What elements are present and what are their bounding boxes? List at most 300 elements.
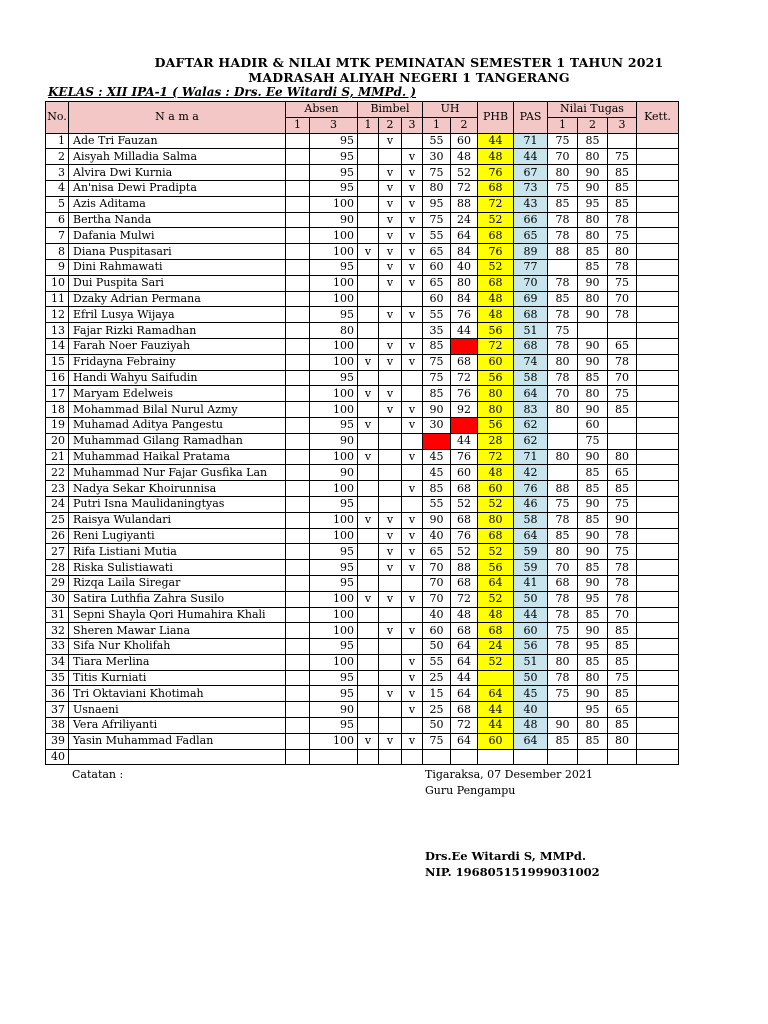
bimbel-2: v [379,591,402,607]
table-header [46,102,679,134]
student-name: Muhammad Gilang Ramadhan [69,433,286,449]
signer-role: Guru Pengampu [425,784,516,797]
tugas-3: 85 [608,686,637,702]
absen-1 [286,259,310,275]
absen-3: 90 [310,465,358,481]
kett [637,433,679,449]
phb-score [478,749,514,765]
bimbel-3: v [402,165,423,181]
uh-2: 84 [451,244,478,260]
phb-score: 60 [478,733,514,749]
phb-score: 68 [478,528,514,544]
tugas-1: 80 [548,402,578,418]
tugas-3: 78 [608,575,637,591]
tugas-2: 80 [578,670,608,686]
uh-2 [451,417,478,433]
uh-2: 88 [451,560,478,576]
tugas-3: 85 [608,402,637,418]
uh-2: 64 [451,733,478,749]
phb-score: 48 [478,149,514,165]
bimbel-2 [379,654,402,670]
bimbel-2 [379,607,402,623]
student-name: Mohammad Bilal Nurul Azmy [69,402,286,418]
bimbel-1: v [358,417,379,433]
bimbel-2 [379,291,402,307]
student-name: Yasin Muhammad Fadlan [69,733,286,749]
pas-score: 66 [514,212,548,228]
absen-1 [286,212,310,228]
kett [637,718,679,734]
pas-score: 71 [514,133,548,149]
table-row [46,402,679,418]
tugas-1: 70 [548,560,578,576]
uh-1: 65 [423,275,451,291]
kett [637,402,679,418]
uh-2: 72 [451,718,478,734]
absen-1 [286,291,310,307]
student-name: Rizqa Laila Siregar [69,575,286,591]
absen-1 [286,354,310,370]
pas-score: 41 [514,575,548,591]
absen-1 [286,686,310,702]
absen-3: 95 [310,686,358,702]
row-no: 3 [46,165,69,181]
student-name: Usnaeni [69,702,286,718]
tugas-3: 90 [608,512,637,528]
absen-1 [286,307,310,323]
bimbel-3 [402,718,423,734]
student-name: Titis Kurniati [69,670,286,686]
bimbel-3: v [402,307,423,323]
uh-2: 64 [451,654,478,670]
absen-3: 95 [310,718,358,734]
pas-score: 58 [514,370,548,386]
absen-3: 100 [310,402,358,418]
absen-3: 95 [310,496,358,512]
header-kett: Kett. [637,102,679,134]
pas-score: 67 [514,165,548,181]
bimbel-1 [358,528,379,544]
kett [637,481,679,497]
bimbel-3: v [402,354,423,370]
tugas-3 [608,323,637,339]
bimbel-1 [358,496,379,512]
row-no: 5 [46,196,69,212]
uh-1: 75 [423,733,451,749]
tugas-2 [578,749,608,765]
uh-1: 55 [423,133,451,149]
kett [637,228,679,244]
uh-2: 44 [451,433,478,449]
pas-score: 65 [514,228,548,244]
tugas-3: 65 [608,465,637,481]
phb-score: 56 [478,370,514,386]
kett [637,259,679,275]
bimbel-1 [358,149,379,165]
bimbel-3: v [402,528,423,544]
student-name: Sheren Mawar Liana [69,623,286,639]
tugas-1: 85 [548,528,578,544]
tugas-1: 78 [548,607,578,623]
bimbel-3: v [402,417,423,433]
student-name: Muhammad Nur Fajar Gusfika Lan [69,465,286,481]
kett [637,354,679,370]
uh-2 [451,749,478,765]
row-no: 11 [46,291,69,307]
tugas-2: 85 [578,259,608,275]
kett [637,575,679,591]
pas-score: 68 [514,338,548,354]
row-no: 9 [46,259,69,275]
bimbel-2 [379,449,402,465]
uh-1 [423,749,451,765]
uh-1: 65 [423,544,451,560]
uh-1: 55 [423,496,451,512]
tugas-2: 80 [578,386,608,402]
bimbel-2: v [379,165,402,181]
absen-1 [286,370,310,386]
tugas-3: 80 [608,449,637,465]
uh-1: 45 [423,449,451,465]
row-no: 15 [46,354,69,370]
uh-1: 75 [423,212,451,228]
signer-name: Drs.Ee Witardi S, MMPd. [425,849,586,863]
table-row [46,528,679,544]
absen-3: 90 [310,702,358,718]
phb-score: 60 [478,481,514,497]
tugas-1: 75 [548,323,578,339]
absen-3: 95 [310,259,358,275]
header-bimbel-1: 1 [358,117,379,133]
uh-1: 80 [423,180,451,196]
tugas-1 [548,417,578,433]
row-no: 12 [46,307,69,323]
tugas-1: 78 [548,639,578,655]
bimbel-3 [402,133,423,149]
uh-2: 52 [451,496,478,512]
uh-1: 25 [423,670,451,686]
tugas-1: 78 [548,670,578,686]
pas-score: 40 [514,702,548,718]
tugas-2: 85 [578,607,608,623]
uh-1: 75 [423,370,451,386]
absen-3 [310,749,358,765]
table-row [46,228,679,244]
tugas-2 [578,323,608,339]
pas-score: 83 [514,402,548,418]
header-pas: PAS [514,102,548,134]
uh-2 [451,338,478,354]
kett [637,496,679,512]
phb-score: 28 [478,433,514,449]
absen-1 [286,528,310,544]
pas-score: 60 [514,623,548,639]
tugas-1: 75 [548,133,578,149]
bimbel-3 [402,323,423,339]
table-row [46,654,679,670]
pas-score: 46 [514,496,548,512]
table-row [46,449,679,465]
bimbel-2: v [379,402,402,418]
bimbel-3 [402,575,423,591]
bimbel-1 [358,718,379,734]
tugas-3: 78 [608,212,637,228]
tugas-1: 90 [548,718,578,734]
absen-1 [286,749,310,765]
student-name: Aisyah Milladia Salma [69,149,286,165]
kett [637,323,679,339]
bimbel-3: v [402,702,423,718]
tugas-3: 75 [608,149,637,165]
tugas-1: 68 [548,575,578,591]
student-name: Putri Isna Maulidaningtyas [69,496,286,512]
bimbel-3: v [402,686,423,702]
table-row [46,749,679,765]
row-no: 28 [46,560,69,576]
kett [637,291,679,307]
kett [637,417,679,433]
tugas-3: 78 [608,528,637,544]
absen-1 [286,196,310,212]
tugas-3: 78 [608,307,637,323]
tugas-2: 60 [578,417,608,433]
uh-1: 55 [423,228,451,244]
header-no: No. [46,102,69,134]
pas-score: 59 [514,560,548,576]
tugas-1: 78 [548,307,578,323]
absen-3: 95 [310,544,358,560]
bimbel-3: v [402,623,423,639]
tugas-2: 80 [578,718,608,734]
uh-1: 90 [423,402,451,418]
uh-1: 60 [423,259,451,275]
tugas-2: 95 [578,639,608,655]
row-no: 16 [46,370,69,386]
absen-1 [286,607,310,623]
bimbel-1 [358,702,379,718]
bimbel-3: v [402,402,423,418]
tugas-3: 85 [608,654,637,670]
kett [637,386,679,402]
kett [637,307,679,323]
bimbel-1 [358,465,379,481]
tugas-2: 90 [578,180,608,196]
phb-score: 56 [478,560,514,576]
absen-1 [286,560,310,576]
tugas-1: 80 [548,354,578,370]
bimbel-1 [358,686,379,702]
bimbel-1 [358,212,379,228]
header-uh-2: 2 [451,117,478,133]
student-name: Fridayna Febrainy [69,354,286,370]
bimbel-1: v [358,354,379,370]
kett [637,370,679,386]
absen-3: 95 [310,149,358,165]
uh-1: 45 [423,465,451,481]
table-row [46,180,679,196]
bimbel-2 [379,718,402,734]
bimbel-3 [402,370,423,386]
tugas-2: 85 [578,465,608,481]
uh-2: 64 [451,639,478,655]
tugas-1: 88 [548,481,578,497]
tugas-2: 95 [578,591,608,607]
pas-score: 62 [514,433,548,449]
table-row [46,639,679,655]
student-name: Sifa Nur Kholifah [69,639,286,655]
absen-3: 100 [310,275,358,291]
header-nilai-tugas: Nilai Tugas [548,102,637,118]
absen-3: 80 [310,323,358,339]
table-row [46,465,679,481]
bimbel-2: v [379,512,402,528]
tugas-1: 88 [548,244,578,260]
tugas-3: 75 [608,275,637,291]
uh-2: 92 [451,402,478,418]
pas-score: 69 [514,291,548,307]
table-row [46,291,679,307]
absen-1 [286,180,310,196]
phb-score: 80 [478,386,514,402]
tugas-3: 85 [608,718,637,734]
bimbel-1: v [358,733,379,749]
student-name [69,749,286,765]
absen-3: 95 [310,560,358,576]
row-no: 37 [46,702,69,718]
kett [637,165,679,181]
pas-score: 68 [514,307,548,323]
row-no: 27 [46,544,69,560]
student-name: Dafania Mulwi [69,228,286,244]
bimbel-2 [379,496,402,512]
uh-2: 44 [451,323,478,339]
table-row [46,133,679,149]
bimbel-2 [379,481,402,497]
pas-score: 77 [514,259,548,275]
bimbel-1 [358,275,379,291]
tugas-3: 85 [608,481,637,497]
absen-1 [286,244,310,260]
catatan-label: Catatan : [72,768,124,781]
kett [637,560,679,576]
bimbel-3: v [402,733,423,749]
uh-2: 64 [451,228,478,244]
student-name: Rifa Listiani Mutia [69,544,286,560]
phb-score: 72 [478,196,514,212]
header-absen: Absen [286,102,358,118]
uh-1: 30 [423,149,451,165]
bimbel-3: v [402,338,423,354]
tugas-2: 90 [578,402,608,418]
tugas-2: 90 [578,575,608,591]
uh-2: 60 [451,133,478,149]
absen-3: 100 [310,354,358,370]
uh-2: 68 [451,354,478,370]
table-row [46,212,679,228]
absen-1 [286,654,310,670]
bimbel-1: v [358,512,379,528]
bimbel-3 [402,639,423,655]
uh-1: 40 [423,528,451,544]
absen-1 [286,481,310,497]
tugas-1: 78 [548,512,578,528]
bimbel-1 [358,749,379,765]
tugas-3: 70 [608,291,637,307]
row-no: 23 [46,481,69,497]
kett [637,212,679,228]
absen-1 [286,275,310,291]
uh-2: 68 [451,481,478,497]
uh-2: 44 [451,670,478,686]
student-name: Tiara Merlina [69,654,286,670]
tugas-3: 85 [608,623,637,639]
absen-3: 100 [310,291,358,307]
phb-score: 52 [478,544,514,560]
uh-2: 52 [451,544,478,560]
absen-3: 100 [310,654,358,670]
row-no: 1 [46,133,69,149]
header-uh: UH [423,102,478,118]
tugas-1: 85 [548,196,578,212]
bimbel-2: v [379,338,402,354]
table-row [46,417,679,433]
bimbel-2: v [379,733,402,749]
student-name: Riska Sulistiawati [69,560,286,576]
tugas-1: 78 [548,338,578,354]
bimbel-3 [402,433,423,449]
bimbel-3: v [402,228,423,244]
absen-1 [286,402,310,418]
table-row [46,386,679,402]
student-name: Ade Tri Fauzan [69,133,286,149]
table-row [46,686,679,702]
student-name: Farah Noer Fauziyah [69,338,286,354]
kett [637,449,679,465]
pas-score: 42 [514,465,548,481]
bimbel-3: v [402,591,423,607]
table-row [46,275,679,291]
row-no: 24 [46,496,69,512]
bimbel-1 [358,370,379,386]
absen-3: 100 [310,338,358,354]
tugas-3: 85 [608,196,637,212]
tugas-1: 78 [548,370,578,386]
absen-1 [286,133,310,149]
tugas-1: 78 [548,228,578,244]
tugas-2: 80 [578,228,608,244]
absen-3: 95 [310,575,358,591]
row-no: 7 [46,228,69,244]
uh-2: 72 [451,591,478,607]
absen-3: 95 [310,133,358,149]
phb-score: 52 [478,259,514,275]
tugas-2: 85 [578,481,608,497]
absen-3: 95 [310,370,358,386]
bimbel-3: v [402,212,423,228]
header-bimbel-2: 2 [379,117,402,133]
bimbel-2 [379,670,402,686]
row-no: 25 [46,512,69,528]
tugas-2: 90 [578,449,608,465]
student-name: Nadya Sekar Khoirunnisa [69,481,286,497]
bimbel-1 [358,481,379,497]
bimbel-2 [379,370,402,386]
bimbel-1: v [358,386,379,402]
table-row [46,733,679,749]
kett [637,149,679,165]
tugas-2: 85 [578,654,608,670]
bimbel-2: v [379,528,402,544]
